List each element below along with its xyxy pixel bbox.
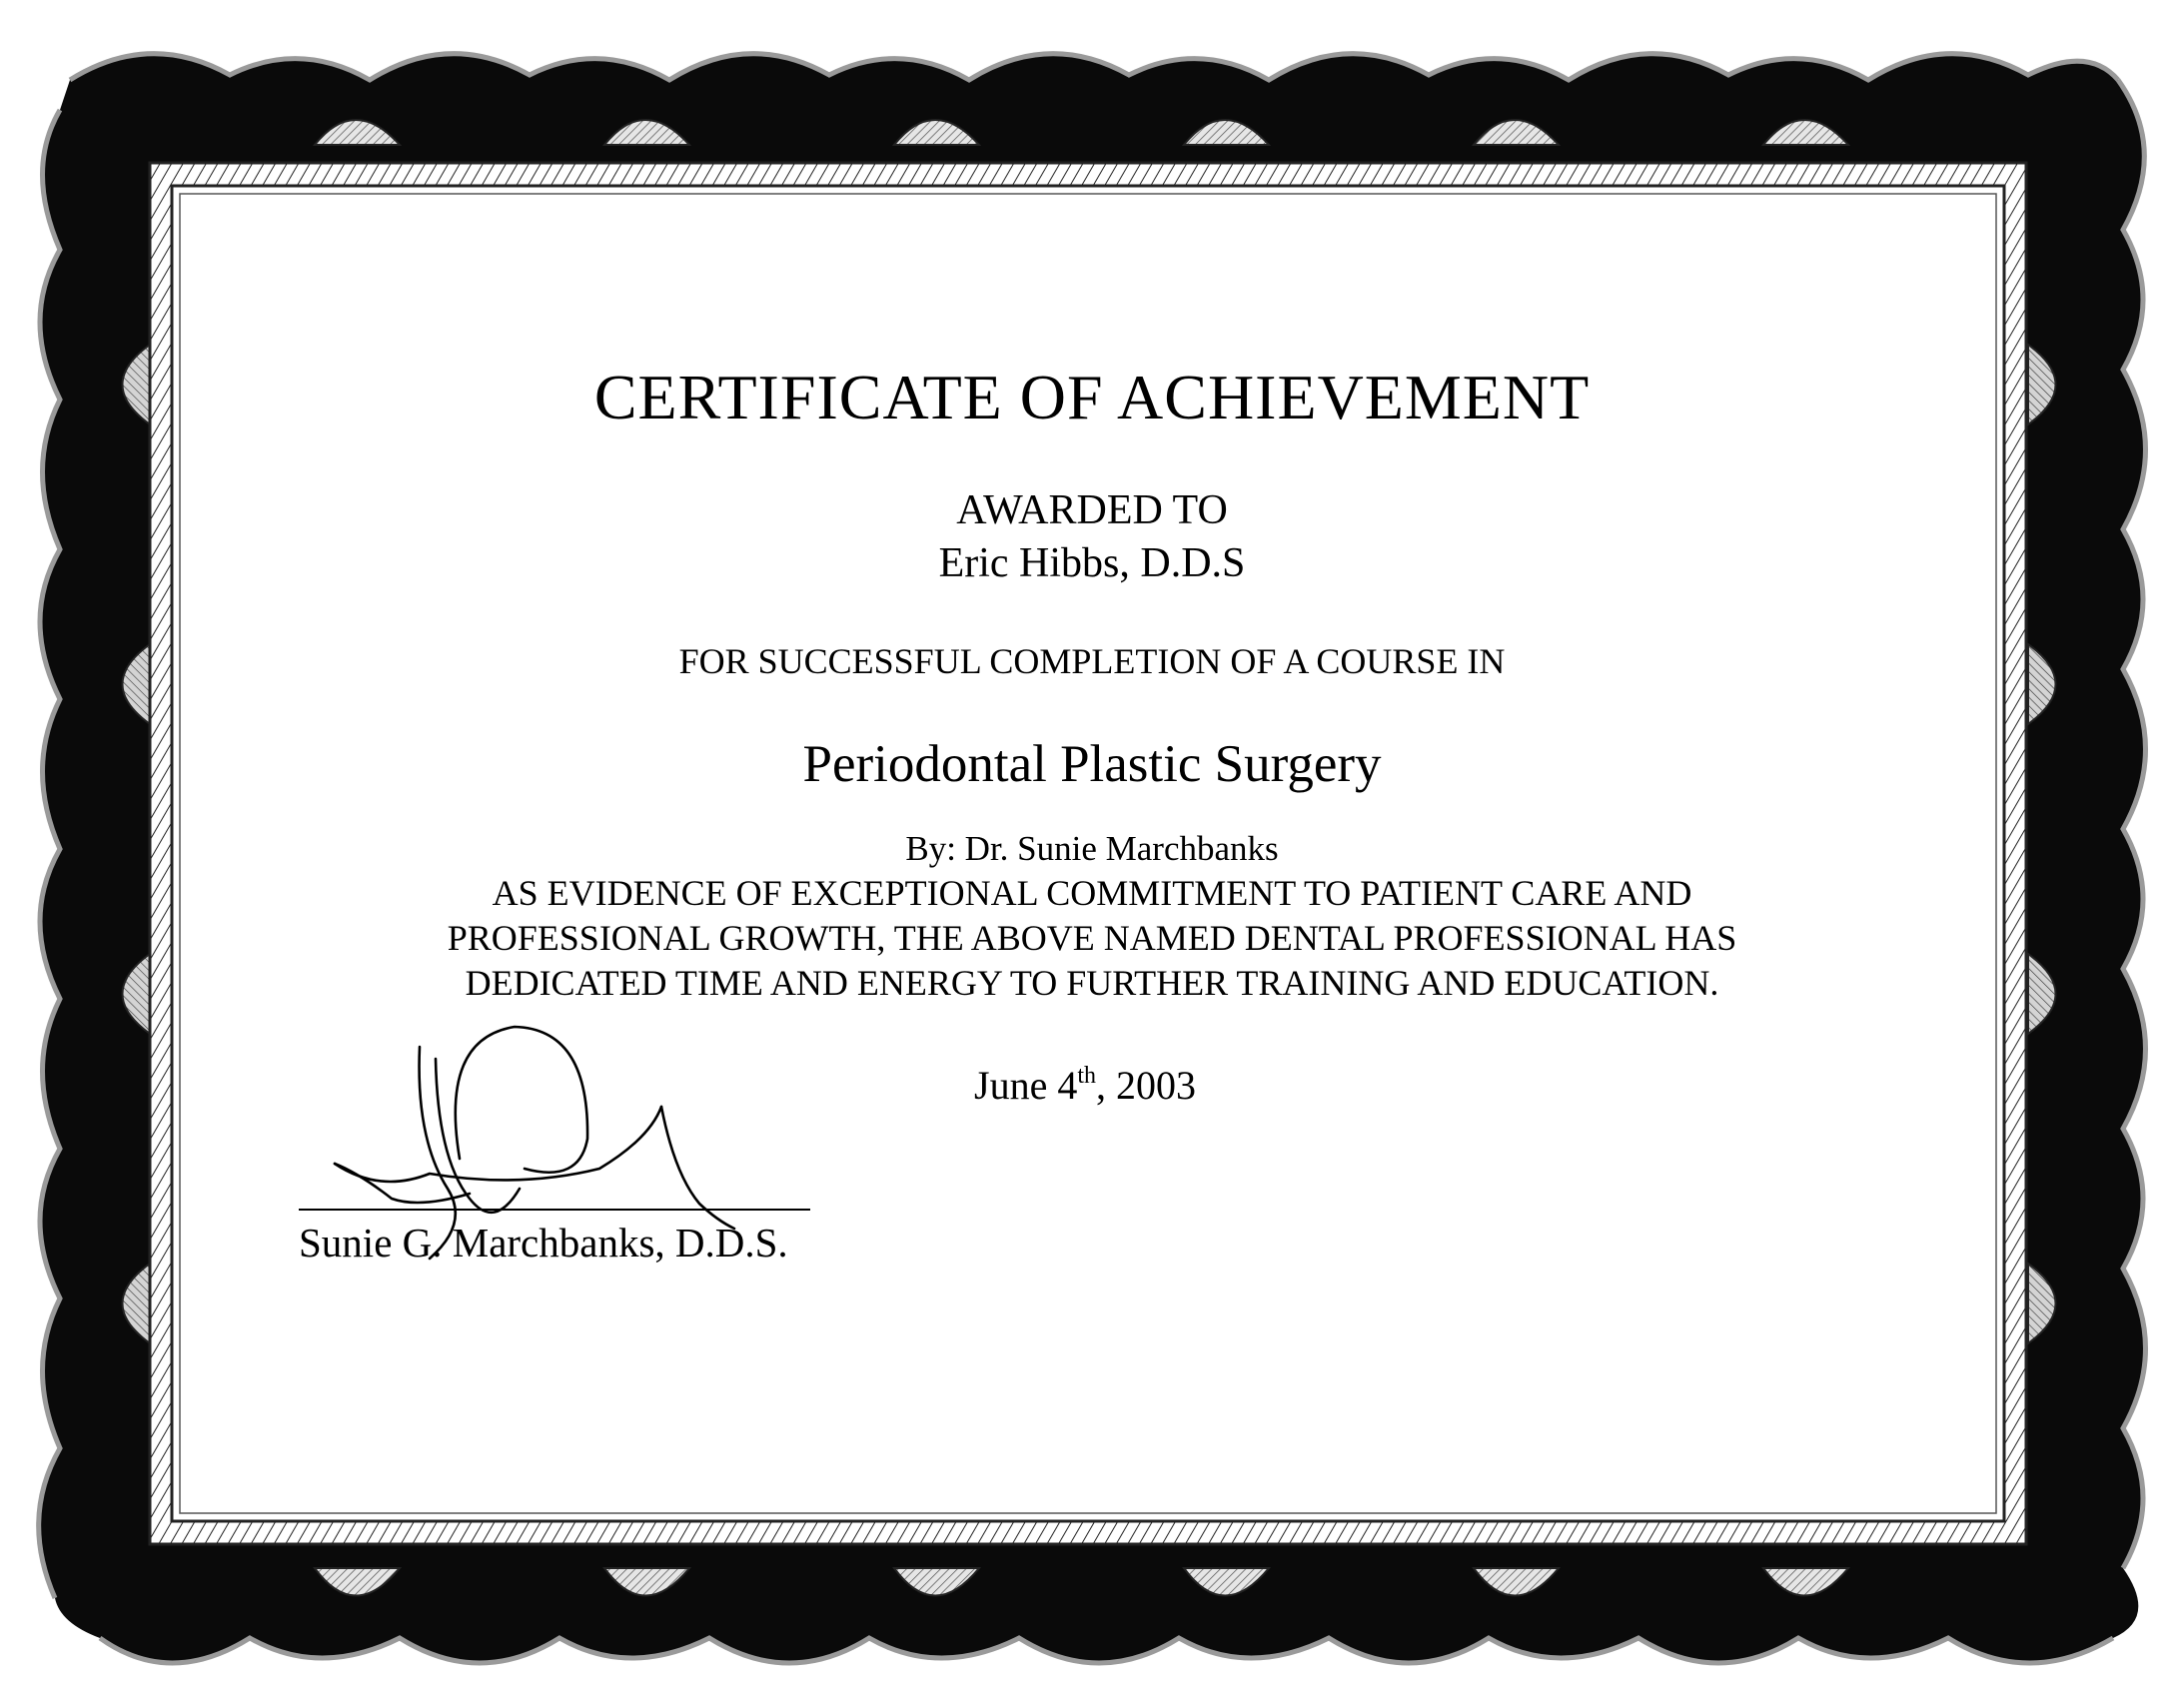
date-month-day: June 4	[974, 1063, 1078, 1108]
course-name: Periodontal Plastic Surgery	[802, 735, 1382, 793]
award-date	[974, 1062, 1196, 1109]
recipient-name: Eric Hibbs, D.D.S	[938, 540, 1246, 586]
statement-line: AS EVIDENCE OF EXCEPTIONAL COMMITMENT TO PATIENT CARE AND	[492, 873, 1692, 913]
instructor-line: By: Dr. Sunie Marchbanks	[905, 829, 1279, 868]
awarded-to-label: AWARDED TO	[956, 487, 1228, 533]
date-year: , 2003	[1096, 1063, 1196, 1108]
statement-line: PROFESSIONAL GROWTH, THE ABOVE NAMED DENTAL PROFESSIONAL HAS	[447, 918, 1737, 958]
date-suffix: th	[1077, 1063, 1096, 1089]
statement-line: DEDICATED TIME AND ENERGY TO FURTHER TRAINING AND EDUCATION.	[465, 963, 1719, 1003]
completion-text: FOR SUCCESSFUL COMPLETION OF A COURSE IN	[678, 641, 1506, 681]
signer-name: Sunie G. Marchbanks, D.D.S.	[299, 1220, 788, 1265]
certificate-title: CERTIFICATE OF ACHIEVEMENT	[593, 362, 1591, 432]
commitment-statement	[0, 871, 2184, 1006]
